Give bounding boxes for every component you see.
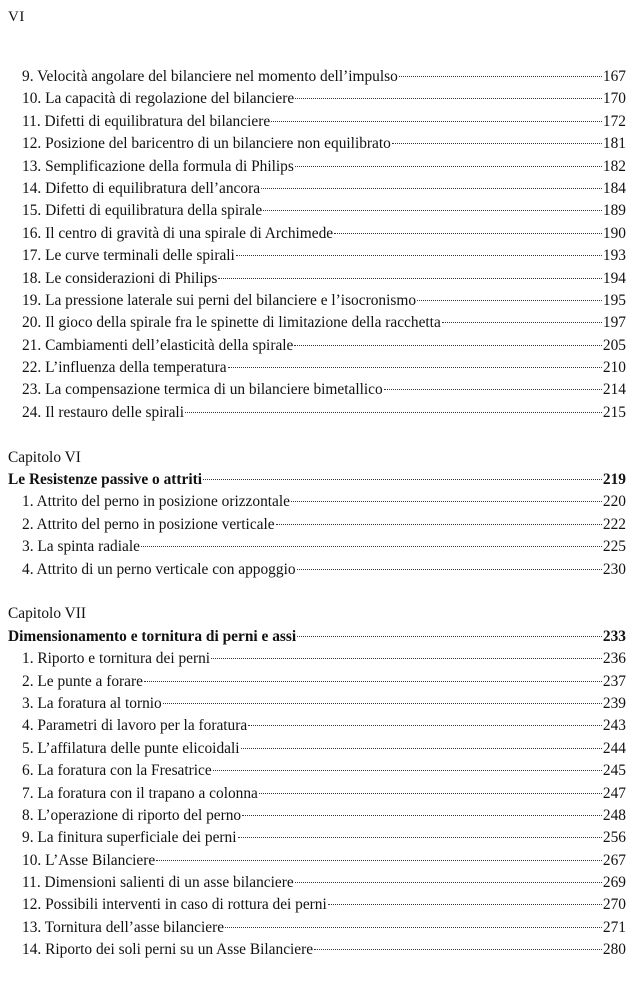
toc-entry-label: 2. Attrito del perno in posizione verticale [22,515,275,533]
toc-entry-label: 23. La compensazione termica di un bilanciere bimetallico [22,381,383,399]
toc-entry [8,111,626,133]
toc-entry-page: 220 [602,493,626,511]
toc-entry-label: 13. Semplificazione della formula di Philips [22,157,294,175]
dot-leader [442,322,602,323]
dot-leader [236,255,602,256]
toc-entry-page: 184 [602,179,626,197]
toc-entry-label: 10. La capacità di regolazione del bilanciere [22,90,295,108]
toc-entry-label: 22. L’influenza della temperatura [22,359,227,377]
toc-entry [8,379,626,401]
chapter-title-entry [8,469,626,491]
toc-entry-page: 197 [602,314,626,332]
toc-entry-page: 239 [602,694,626,712]
toc-entry-page: 167 [602,68,626,85]
toc-entry [8,872,626,894]
section-spacer [8,424,626,446]
toc-entry [8,894,626,916]
toc-entry-page: 194 [602,269,626,287]
toc-entry [8,357,626,379]
toc-entry-page: 205 [602,336,626,354]
toc-entry-label: 10. L’Asse Bilanciere [22,851,156,869]
toc-entry-page: 236 [602,650,626,668]
toc-entry-label: 4. Attrito di un perno verticale con appoggio [22,560,296,578]
dot-leader [294,345,602,346]
toc-entry-page: 237 [602,672,626,690]
toc-entry-label: 9. La finitura superficiale dei perni [22,829,237,847]
toc-entry [8,939,626,961]
toc-entry-label: 11. Dimensioni salienti di un asse bilanciere [22,874,294,892]
toc-entry-label: 12. Possibili interventi in caso di rottura dei perni [22,896,327,914]
dot-leader [242,815,602,816]
toc-entry [8,223,626,245]
dot-leader [328,904,602,905]
toc-entry [8,200,626,222]
dot-leader [384,389,602,390]
dot-leader [218,278,602,279]
dot-leader [263,210,602,211]
toc-entry [8,178,626,200]
toc-entry-label: 8. L’operazione di riporto del perno [22,806,242,824]
dot-leader [297,569,602,570]
toc-entry-page: 270 [602,896,626,914]
dot-leader [399,76,602,77]
toc-entry [8,88,626,110]
toc-entry-page: 247 [602,784,626,802]
toc-entry-page: 248 [602,806,626,824]
dot-leader [261,188,602,189]
toc-entry [8,671,626,693]
section-spacer [8,581,626,603]
dot-leader [271,121,602,122]
chapter-heading: Capitolo VI [8,448,81,466]
toc-entry-label: 1. Riporto e tornitura dei perni [22,650,211,668]
toc-entry-label: 20. Il gioco della spirale fra le spinette di limitazione della racchetta [22,314,441,332]
toc-entry-label: 13. Tornitura dell’asse bilanciere [22,918,225,936]
dot-leader [144,681,602,682]
dot-leader [156,860,602,861]
toc-entry [8,559,626,581]
toc-entry-page: 243 [602,717,626,735]
toc-entry-label: 24. Il restauro delle spirali [22,403,184,421]
table-of-contents [8,66,626,962]
toc-entry [8,514,626,536]
toc-entry-label: 19. La pressione laterale sui perni del bilanciere e l’isocronismo [22,291,417,309]
toc-entry-label: 4. Parametri di lavoro per la foratura [22,717,248,735]
toc-entry-label: 6. La foratura con la Fresatrice [22,762,212,780]
dot-leader [291,501,602,502]
toc-entry-label: 14. Riporto dei soli perni su un Asse Bilanciere [22,941,314,959]
toc-entry-label: 14. Difetto di equilibratura dell’ancora [22,179,261,197]
dot-leader [203,479,602,480]
toc-entry-label: 9. Velocità angolare del bilanciere nel momento dell’impulso [22,68,398,85]
dot-leader [225,927,602,928]
toc-entry-page: 271 [602,918,626,936]
toc-entry [8,693,626,715]
toc-entry [8,917,626,939]
toc-entry-page: 195 [602,291,626,309]
toc-entry-page: 245 [602,762,626,780]
dot-leader [228,367,602,368]
toc-entry-page: 189 [602,202,626,220]
dot-leader [213,770,602,771]
toc-entry-page: 219 [602,471,626,489]
toc-entry-page: 182 [602,157,626,175]
toc-entry-page: 267 [602,851,626,869]
toc-entry-label: 3. La foratura al tornio [22,694,162,712]
dot-leader [185,412,602,413]
toc-entry-label: 18. Le considerazioni di Philips [22,269,218,287]
toc-entry [8,268,626,290]
toc-entry [8,312,626,334]
dot-leader [211,658,602,659]
toc-entry-page: 269 [602,874,626,892]
toc-entry-label: Le Resistenze passive o attriti [8,471,203,489]
dot-leader [334,233,602,234]
toc-entry-page: 214 [602,381,626,399]
toc-entry-page: 280 [602,941,626,959]
toc-entry-label: 12. Posizione del baricentro di un bilanciere non equilibrato [22,135,391,153]
toc-entry-label: 7. La foratura con il trapano a colonna [22,784,258,802]
toc-entry [8,805,626,827]
dot-leader [238,837,602,838]
dot-leader [241,748,602,749]
toc-entry [8,783,626,805]
toc-entry [8,827,626,849]
toc-entry-label: 15. Difetti di equilibratura della spirale [22,202,263,220]
toc-entry-label: 5. L’affilatura delle punte elicoidali [22,739,240,757]
toc-entry-page: 256 [602,829,626,847]
toc-entry [8,156,626,178]
toc-entry-page: 210 [602,359,626,377]
toc-entry-page: 230 [602,560,626,578]
toc-entry-label: 16. Il centro di gravità di una spirale di Archimede [22,224,334,242]
toc-entry-label: 11. Difetti di equilibratura del bilanciere [22,112,271,130]
toc-entry-page: 244 [602,739,626,757]
toc-entry [8,760,626,782]
dot-leader [417,300,602,301]
toc-entry-label: 1. Attrito del perno in posizione orizzontale [22,493,290,511]
dot-leader [259,793,602,794]
toc-entry-page: 193 [602,247,626,265]
toc-entry [8,335,626,357]
toc-entry-label: 17. Le curve terminali delle spirali [22,247,235,265]
toc-entry-page: 225 [602,538,626,556]
dot-leader [248,725,602,726]
dot-leader [295,882,602,883]
chapter-title-entry [8,626,626,648]
toc-entry-page: 222 [602,515,626,533]
toc-entry [8,738,626,760]
toc-entry-label: 3. La spinta radiale [22,538,140,556]
dot-leader [163,703,602,704]
toc-entry-label: Dimensionamento e tornitura di perni e assi [8,627,297,645]
dot-leader [297,636,602,637]
dot-leader [314,949,602,950]
chapter-heading: Capitolo VII [8,605,86,623]
toc-entry [8,290,626,312]
toc-entry [8,491,626,513]
toc-entry [8,850,626,872]
toc-entry-label: 2. Le punte a forare [22,672,143,690]
page-number: VI [8,9,25,25]
toc-entry-page: 172 [602,112,626,130]
toc-entry-page: 215 [602,403,626,421]
toc-entry [8,66,626,88]
toc-entry [8,245,626,267]
dot-leader [392,143,602,144]
dot-leader [276,524,602,525]
toc-entry [8,536,626,558]
toc-entry-page: 181 [602,135,626,153]
toc-entry [8,648,626,670]
toc-entry [8,133,626,155]
toc-entry-label: 21. Cambiamenti dell’elasticità della spirale [22,336,294,354]
toc-entry-page: 233 [602,627,626,645]
toc-entry [8,715,626,737]
dot-leader [295,166,602,167]
toc-entry-page: 190 [602,224,626,242]
dot-leader [141,546,602,547]
dot-leader [295,98,602,99]
toc-entry-page: 170 [602,90,626,108]
toc-entry [8,402,626,424]
